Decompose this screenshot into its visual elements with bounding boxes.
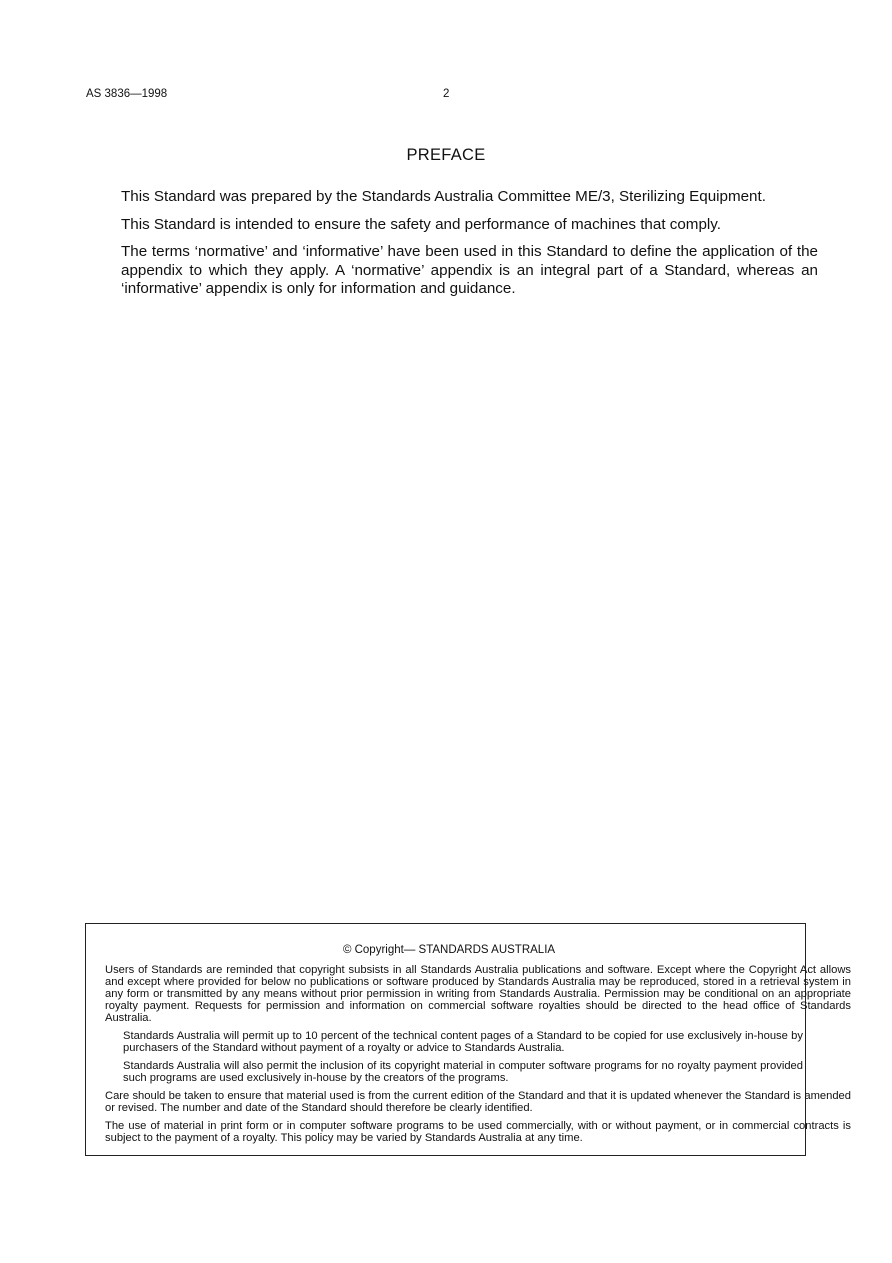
copyright-title: © Copyright— STANDARDS AUSTRALIA [342, 944, 556, 956]
copyright-paragraph: Standards Australia will permit up to 10 percent of the technical content pages of a Standard to be copied for use exclusively in-house by purchasers of the Standard without payment of a royalty or advice to Standards Australia. [123, 1030, 803, 1054]
copyright-content [105, 944, 851, 1150]
document-code: AS 3836—1998 [86, 88, 168, 100]
copyright-box [85, 923, 851, 1156]
copyright-paragraph: Care should be taken to ensure that material used is from the current edition of the Standard and that it is updated whenever the Standard is amended or revised. The number and date of the Standard should therefore be clearly identified. [105, 1090, 851, 1114]
page-number: 2 [443, 88, 450, 100]
preface-paragraph: This Standard was prepared by the Standards Australia Committee ME/3, Sterilizing Equipment. [121, 188, 766, 205]
preface-title: PREFACE [406, 146, 486, 164]
preface-paragraph: The terms ‘normative’ and ‘informative’ have been used in this Standard to define the application of the appendix to which they apply. A ‘normative’ appendix is an integral part of a Standard, whereas an ‘informative’ appendix is only for information and guidance. [121, 243, 818, 297]
copyright-paragraph: The use of material in print form or in computer software programs to be used commercially, with or without payment, or in commercial contracts is subject to the payment of a royalty. This policy may be varied by Standards Australia at any time. [105, 1120, 851, 1144]
copyright-paragraph: Users of Standards are reminded that copyright subsists in all Standards Australia publications and software. Except where the Copyright Act allows and except where provided for below no publications or software produced by Standards Australia may be reproduced, stored in a retrieval system in any form or transmitted by any means without prior permission in writing from Standards Australia. Permission may be conditional on an appropriate royalty payment. Requests for permission and information on commercial software royalties should be directed to the head office of Standards Australia. [105, 964, 851, 1024]
copyright-paragraph: Standards Australia will also permit the inclusion of its copyright material in computer software programs for no royalty payment provided such programs are used exclusively in-house by the creators of the programs. [123, 1060, 803, 1084]
preface-paragraph: This Standard is intended to ensure the safety and performance of machines that comply. [121, 215, 721, 233]
preface-body [121, 188, 818, 308]
